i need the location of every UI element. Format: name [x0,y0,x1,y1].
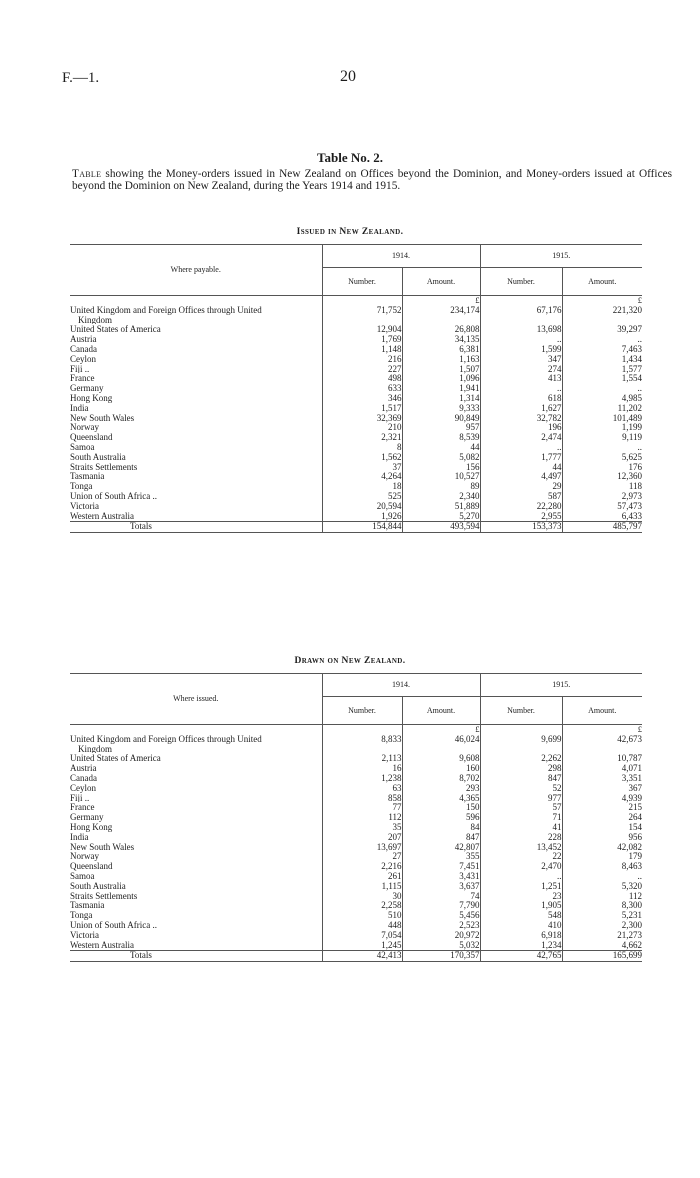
amount-1915: 1,434 [562,355,642,365]
amount-1915: 4,985 [562,394,642,404]
number-1914: 633 [322,384,402,394]
number-1915: 23 [480,892,562,902]
place-name: Fiji .. [70,792,90,803]
number-1914: 16 [322,764,402,774]
number-header: Number. [322,697,402,725]
amount-1915: 5,231 [562,911,642,921]
number-1914: 498 [322,374,402,384]
place-name: South Australia [70,880,126,891]
place-name: Canada [70,343,97,354]
year-header-1915: 1915. [480,245,642,268]
amount-1914: 26,808 [402,325,480,335]
table-caption [72,168,672,192]
number-1915: 13,452 [480,843,562,853]
amount-1915: 2,300 [562,921,642,931]
number-1915: 2,262 [480,754,562,764]
year-header-1914: 1914. [322,674,480,697]
amount-1914: 44 [402,443,480,453]
amount-1915: 176 [562,463,642,473]
issued-table [70,244,642,533]
amount-1915: 21,273 [562,931,642,941]
number-1915: 274 [480,365,562,375]
place-name: India [70,402,89,413]
amount-1915: 956 [562,833,642,843]
amount-1914: 9,608 [402,754,480,764]
total-number-1914: 42,413 [322,951,402,962]
year-header-1915: 1915. [480,674,642,697]
number-1915: 618 [480,394,562,404]
place-name: Union of South Africa .. [70,919,157,930]
number-1914: 227 [322,365,402,375]
place-name: India [70,831,89,842]
amount-1914: 20,972 [402,931,480,941]
number-header: Number. [322,268,402,296]
amount-1914: 8,539 [402,433,480,443]
number-1915: 1,905 [480,901,562,911]
caption-text: showing the Money-orders issued in New Zealand on Offices beyond the Dominion, and Money-orders issued at Offices beyond the Dominion on New Zealand, during the Years 1914 and 1915. [72,168,672,192]
place-name: New South Wales [70,841,135,852]
number-1914: 77 [322,803,402,813]
number-1915: 29 [480,482,562,492]
amount-1915: 2,973 [562,492,642,502]
amount-1914: 2,523 [402,921,480,931]
place-name: Germany [70,383,104,394]
place-name: United Kingdom and Foreign Offices through United Kingdom [70,733,262,754]
total-number-1915: 42,765 [480,951,562,962]
number-1914: 1,517 [322,404,402,414]
amount-1915: 1,199 [562,423,642,433]
place-name: Tonga [70,481,93,492]
number-1915: 67,176 [480,306,562,326]
section-title-drawn: Drawn on New Zealand. [294,656,406,666]
number-1915: 71 [480,813,562,823]
place-name: Queensland [70,432,113,443]
section-title-issued: Issued in New Zealand. [296,227,404,237]
amount-1914: 957 [402,423,480,433]
amount-1914: 34,135 [402,335,480,345]
number-1915: 410 [480,921,562,931]
number-1914: 63 [322,784,402,794]
drawn-rows [70,725,642,951]
place-name: Samoa [70,870,95,881]
amount-1914: 2,340 [402,492,480,502]
amount-1915: 1,577 [562,365,642,375]
number-1915: .. [480,335,562,345]
amount-1914: 160 [402,764,480,774]
number-1914: 1,115 [322,882,402,892]
number-1914: 2,216 [322,862,402,872]
number-1915: 228 [480,833,562,843]
number-1915: 32,782 [480,414,562,424]
amount-header: Amount. [562,268,642,296]
number-1915: 41 [480,823,562,833]
amount-1915: 1,554 [562,374,642,384]
number-1914: 510 [322,911,402,921]
total-amount-1914: 170,357 [402,951,480,962]
total-amount-1914: 493,594 [402,522,480,533]
number-1914: 7,054 [322,931,402,941]
place-name: Queensland [70,861,113,872]
number-1915: 1,599 [480,345,562,355]
amount-1914: 51,889 [402,502,480,512]
number-1915: 847 [480,774,562,784]
place-name: United States of America [70,753,161,764]
number-1915: .. [480,872,562,882]
number-1914: 346 [322,394,402,404]
number-1914: 1,769 [322,335,402,345]
number-1914: 448 [322,921,402,931]
amount-1915: 11,202 [562,404,642,414]
amount-1914: 42,807 [402,843,480,853]
number-1915: 13,698 [480,325,562,335]
number-1914: 18 [322,482,402,492]
table-row [70,735,642,755]
amount-1915: 4,939 [562,794,642,804]
number-1914: 207 [322,833,402,843]
year-header-1914: 1914. [322,245,480,268]
number-1915: 2,955 [480,512,562,522]
amount-1915: 154 [562,823,642,833]
amount-1914: 4,365 [402,794,480,804]
place-name: Hong Kong [70,392,113,403]
number-1914: 1,245 [322,941,402,951]
number-1915: 2,470 [480,862,562,872]
amount-1915: 5,320 [562,882,642,892]
amount-1915: 367 [562,784,642,794]
number-1915: 57 [480,803,562,813]
number-1914: 1,148 [322,345,402,355]
amount-1915: .. [562,443,642,453]
number-1915: 9,699 [480,735,562,755]
number-1915: 4,497 [480,472,562,482]
place-name: New South Wales [70,412,135,423]
amount-1914: 1,314 [402,394,480,404]
number-header: Number. [480,268,562,296]
table-row [70,306,642,326]
place-name: United States of America [70,324,161,335]
place-name: Norway [70,422,99,433]
number-1914: 4,264 [322,472,402,482]
table-row [70,941,642,951]
number-1914: 8 [322,443,402,453]
place-name: Straits Settlements [70,890,138,901]
amount-1914: 847 [402,833,480,843]
number-1914: 8,833 [322,735,402,755]
amount-1914: 5,270 [402,512,480,522]
amount-1915: 118 [562,482,642,492]
number-1915: 22,280 [480,502,562,512]
issued-rows [70,296,642,522]
amount-1915: .. [562,872,642,882]
total-number-1915: 153,373 [480,522,562,533]
total-number-1914: 154,844 [322,522,402,533]
page-number: 20 [340,68,356,85]
number-1914: 2,321 [322,433,402,443]
place-name: Tasmania [70,471,105,482]
place-name: Tasmania [70,900,105,911]
number-1915: 1,234 [480,941,562,951]
amount-1914: 90,849 [402,414,480,424]
number-1914: 35 [322,823,402,833]
amount-header: Amount. [402,697,480,725]
number-1915: 298 [480,764,562,774]
amount-1914: 1,507 [402,365,480,375]
number-1915: .. [480,443,562,453]
number-1915: 6,918 [480,931,562,941]
totals-label: Totals [130,950,152,961]
amount-1915: .. [562,384,642,394]
amount-1915: 112 [562,892,642,902]
amount-1914: 8,702 [402,774,480,784]
currency-symbol: £ [402,296,480,306]
amount-1915: 221,320 [562,306,642,326]
place-name: Union of South Africa .. [70,490,157,501]
amount-1914: 234,174 [402,306,480,326]
amount-1915: 215 [562,803,642,813]
place-name: Straits Settlements [70,461,138,472]
place-name: United Kingdom and Foreign Offices through United Kingdom [70,304,262,325]
total-amount-1915: 485,797 [562,522,642,533]
number-1914: 1,926 [322,512,402,522]
amount-1915: 7,463 [562,345,642,355]
table-title: Table No. 2. [317,150,383,165]
amount-1914: 89 [402,482,480,492]
amount-1915: 42,673 [562,735,642,755]
number-1915: 22 [480,852,562,862]
place-name: Western Australia [70,939,135,950]
amount-1914: 3,637 [402,882,480,892]
amount-1915: 8,463 [562,862,642,872]
amount-1915: 10,787 [562,754,642,764]
amount-header: Amount. [402,268,480,296]
number-1915: 548 [480,911,562,921]
number-1914: 30 [322,892,402,902]
amount-1915: 9,119 [562,433,642,443]
place-name: Victoria [70,929,99,940]
amount-1914: 7,451 [402,862,480,872]
amount-1915: 4,662 [562,941,642,951]
amount-1914: 9,333 [402,404,480,414]
place-name: Victoria [70,500,99,511]
number-1914: 1,562 [322,453,402,463]
amount-1914: 46,024 [402,735,480,755]
place-name: Samoa [70,441,95,452]
where-header: Where issued. [70,674,322,725]
place-name: France [70,373,95,384]
amount-1915: 3,351 [562,774,642,784]
currency-symbol: £ [562,725,642,735]
amount-1914: 596 [402,813,480,823]
number-1914: 216 [322,355,402,365]
place-name: South Australia [70,451,126,462]
place-name: Tonga [70,910,93,921]
number-1914: 32,369 [322,414,402,424]
place-name: Ceylon [70,353,96,364]
amount-1914: 84 [402,823,480,833]
amount-1915: 8,300 [562,901,642,911]
number-1915: .. [480,384,562,394]
currency-symbol: £ [562,296,642,306]
place-name: Western Australia [70,510,135,521]
amount-1914: 156 [402,463,480,473]
number-1914: 37 [322,463,402,473]
number-1915: 52 [480,784,562,794]
amount-1915: 264 [562,813,642,823]
place-name: France [70,802,95,813]
amount-1915: 42,082 [562,843,642,853]
number-1914: 112 [322,813,402,823]
document-code: F.—1. [62,70,100,86]
amount-1915: 179 [562,852,642,862]
amount-1915: 39,297 [562,325,642,335]
number-header: Number. [480,697,562,725]
amount-1914: 74 [402,892,480,902]
amount-1914: 1,941 [402,384,480,394]
amount-1914: 1,096 [402,374,480,384]
place-name: Hong Kong [70,821,113,832]
place-name: Norway [70,851,99,862]
number-1914: 13,697 [322,843,402,853]
amount-1914: 7,790 [402,901,480,911]
number-1914: 525 [322,492,402,502]
number-1914: 261 [322,872,402,882]
amount-1914: 150 [402,803,480,813]
number-1915: 196 [480,423,562,433]
number-1915: 413 [480,374,562,384]
number-1915: 977 [480,794,562,804]
table-row [70,512,642,522]
number-1914: 12,904 [322,325,402,335]
number-1914: 71,752 [322,306,402,326]
amount-1915: 57,473 [562,502,642,512]
place-name: Fiji .. [70,363,90,374]
amount-1914: 5,456 [402,911,480,921]
number-1915: 44 [480,463,562,473]
number-1914: 858 [322,794,402,804]
amount-header: Amount. [562,697,642,725]
amount-1914: 5,032 [402,941,480,951]
amount-1915: 12,360 [562,472,642,482]
place-name: Ceylon [70,782,96,793]
amount-1914: 3,431 [402,872,480,882]
caption-lead: Table [72,168,102,180]
place-name: Canada [70,772,97,783]
number-1914: 20,594 [322,502,402,512]
number-1915: 587 [480,492,562,502]
total-amount-1915: 165,699 [562,951,642,962]
amount-1914: 293 [402,784,480,794]
amount-1914: 6,381 [402,345,480,355]
number-1914: 1,238 [322,774,402,784]
number-1915: 1,251 [480,882,562,892]
number-1914: 2,113 [322,754,402,764]
amount-1915: .. [562,335,642,345]
totals-label: Totals [130,521,152,532]
number-1915: 347 [480,355,562,365]
number-1915: 2,474 [480,433,562,443]
number-1915: 1,777 [480,453,562,463]
amount-1914: 10,527 [402,472,480,482]
amount-1915: 101,489 [562,414,642,424]
amount-1915: 5,625 [562,453,642,463]
place-name: Germany [70,812,104,823]
number-1914: 2,258 [322,901,402,911]
currency-symbol: £ [402,725,480,735]
where-header: Where payable. [70,245,322,296]
amount-1914: 355 [402,852,480,862]
place-name: Austria [70,763,97,774]
number-1915: 1,627 [480,404,562,414]
amount-1914: 1,163 [402,355,480,365]
amount-1915: 6,433 [562,512,642,522]
amount-1914: 5,082 [402,453,480,463]
drawn-table [70,673,642,962]
amount-1915: 4,071 [562,764,642,774]
number-1914: 210 [322,423,402,433]
place-name: Austria [70,334,97,345]
number-1914: 27 [322,852,402,862]
